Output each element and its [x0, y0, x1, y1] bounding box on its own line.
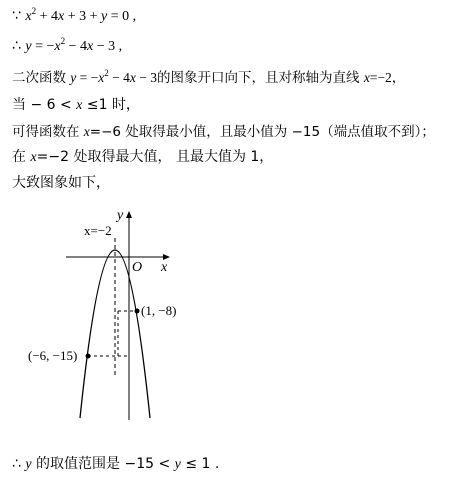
expr-part: x	[58, 9, 65, 24]
text-part: 的取值范围是 −15 <	[31, 456, 175, 472]
expr-part: = −	[31, 39, 55, 54]
expr-part: + 3 +	[64, 9, 102, 24]
because-symbol: ∵	[12, 8, 21, 24]
expr-part: y	[25, 457, 32, 472]
expr-part: = −	[76, 70, 99, 85]
therefore-symbol: ∴	[12, 456, 21, 472]
exponent: 2	[31, 6, 37, 16]
expr-part: − 4	[65, 39, 88, 54]
expr-part: x	[25, 9, 32, 24]
expr-part: − 3 ,	[93, 39, 123, 54]
text-part: ≤ 1 .	[180, 456, 220, 472]
origin-label: O	[132, 260, 143, 275]
text-part: 二次函数	[12, 70, 71, 86]
expr-part: y	[25, 39, 32, 54]
point-neg6-neg15	[86, 354, 91, 359]
expr-part: x	[129, 70, 136, 85]
y-axis-arrow	[126, 211, 132, 218]
point-1-neg8	[135, 309, 140, 314]
text-part: 的图象开口向下，且对称轴为直线	[157, 70, 364, 86]
expr-part: x	[87, 39, 94, 54]
exponent: 2	[104, 68, 109, 78]
symmetry-axis-label: x=−2	[84, 223, 112, 238]
text-part: 可得函数在	[12, 124, 84, 140]
expr-part: x	[363, 70, 370, 85]
x-axis-label: x	[161, 260, 168, 275]
expr-part: + 4	[36, 9, 58, 24]
expr-part: − 3	[135, 70, 158, 85]
expr-part: y	[70, 70, 77, 85]
expr-part: x	[30, 150, 37, 165]
point-1-label: (1, −8)	[141, 303, 177, 318]
therefore-symbol: ∴	[12, 38, 21, 54]
expr-part: y	[101, 9, 108, 24]
expr-part: y	[174, 457, 181, 472]
line-conclusion	[12, 453, 219, 473]
expr-part: = 0 ,	[107, 9, 137, 24]
text-part: 在	[12, 149, 31, 165]
text-part: ≤1 时，	[82, 97, 140, 113]
expr-part: x	[54, 39, 61, 54]
expr-part: =−2，	[369, 70, 406, 85]
expr-part: − 4	[108, 70, 130, 85]
point-2-label: (−6, −15)	[28, 348, 78, 363]
expr-part: x	[83, 124, 90, 139]
y-axis-label: y	[117, 208, 124, 223]
expr-part: x	[98, 70, 105, 85]
expr-part: x	[76, 98, 83, 113]
text-part: =−6 处取得最小值，且最小值为 −15（端点值取不到）；	[89, 124, 435, 140]
exponent: 2	[60, 36, 66, 46]
text-part: 大致图象如下，	[12, 175, 110, 191]
text-part: 当 − 6 <	[12, 97, 77, 113]
text-part: =−2 处取得最大值， 且最大值为 1，	[36, 149, 274, 165]
